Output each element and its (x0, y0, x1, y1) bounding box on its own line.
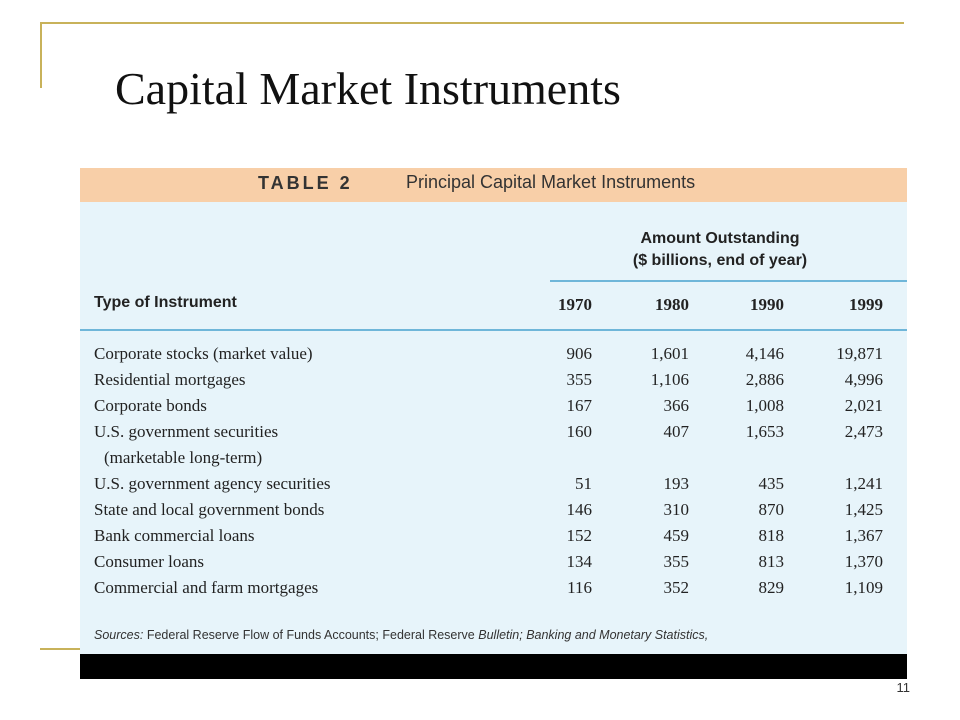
table-cell: 355 (663, 552, 689, 571)
table-cell: 355 (566, 370, 592, 389)
row-label: (marketable long-term) (104, 448, 263, 467)
row-label: Commercial and farm mortgages (94, 578, 319, 597)
row-label: U.S. government agency securities (94, 474, 331, 493)
table-cell: 1,370 (844, 552, 883, 571)
table-cell: 407 (663, 422, 689, 441)
year-header-1990: 1990 (750, 295, 784, 314)
table-cell: 160 (566, 422, 592, 441)
table-cell: 459 (663, 526, 689, 545)
row-label: Consumer loans (94, 552, 205, 571)
amount-outstanding-header (550, 228, 890, 272)
table-cell: 870 (758, 500, 784, 519)
table-cell: 906 (566, 344, 592, 363)
table-cell: 2,473 (844, 422, 883, 441)
page-number: 11 (896, 680, 910, 695)
row-label: Residential mortgages (94, 370, 246, 389)
table-cell: 813 (758, 552, 784, 571)
column-header-rule (80, 329, 907, 331)
table-cell: 1,367 (844, 526, 883, 545)
table-cell: 152 (566, 526, 592, 545)
table-cell: 116 (567, 578, 592, 597)
amount-header-line1: Amount Outstanding (640, 230, 800, 247)
table-cell: 1,241 (844, 474, 883, 493)
row-label: U.S. government securities (94, 422, 279, 441)
table-cell: 435 (758, 474, 784, 493)
row-label: Corporate bonds (94, 396, 207, 415)
amount-header-rule (550, 280, 907, 282)
table-cell: 4,996 (844, 370, 883, 389)
table-cell: 1,106 (650, 370, 689, 389)
table-cell: 310 (663, 500, 689, 519)
year-header-1970: 1970 (558, 295, 592, 314)
table-cell: 193 (663, 474, 689, 493)
table-cell: 818 (758, 526, 784, 545)
table-caption: Principal Capital Market Instruments (406, 172, 696, 192)
frame-line-left (40, 22, 42, 88)
table-cell: 366 (663, 396, 689, 415)
row-label: State and local government bonds (94, 500, 325, 519)
table-cell: 51 (575, 474, 592, 493)
type-of-instrument-header: Type of Instrument (94, 294, 237, 311)
table-figure (80, 168, 907, 679)
frame-line-top (40, 22, 904, 24)
table-cell: 1,008 (745, 396, 784, 415)
table-sources-note (94, 628, 904, 642)
table-cell: 146 (566, 500, 592, 519)
table-cell: 134 (566, 552, 592, 571)
amount-header-line2: ($ billions, end of year) (632, 252, 808, 269)
sources-text: Federal Reserve Flow of Funds Accounts; Federal Reserve (146, 628, 475, 642)
table-cell: 1,653 (745, 422, 784, 441)
slide-title: Capital Market Instruments (115, 63, 621, 114)
year-header-1999: 1999 (849, 295, 883, 314)
table-cell: 352 (663, 578, 689, 597)
table-cell: 2,886 (745, 370, 784, 389)
sources-label: Sources: (94, 628, 144, 642)
table-cell: 167 (566, 396, 592, 415)
table-number-label: TABLE 2 (258, 173, 353, 193)
table-cell: 4,146 (745, 344, 784, 363)
table-cell: 1,425 (844, 500, 883, 519)
table-cell: 1,109 (844, 578, 883, 597)
table-cell: 1,601 (650, 344, 689, 363)
table-cell: 829 (758, 578, 784, 597)
row-label: Corporate stocks (market value) (94, 344, 313, 363)
sources-publication: Bulletin; Banking and Monetary Statistics, (478, 628, 709, 642)
table-cell: 2,021 (844, 396, 883, 415)
row-label: Bank commercial loans (94, 526, 255, 545)
cropped-black-band (80, 654, 907, 679)
year-header-1980: 1980 (655, 295, 689, 314)
table-cell: 19,871 (836, 344, 883, 363)
